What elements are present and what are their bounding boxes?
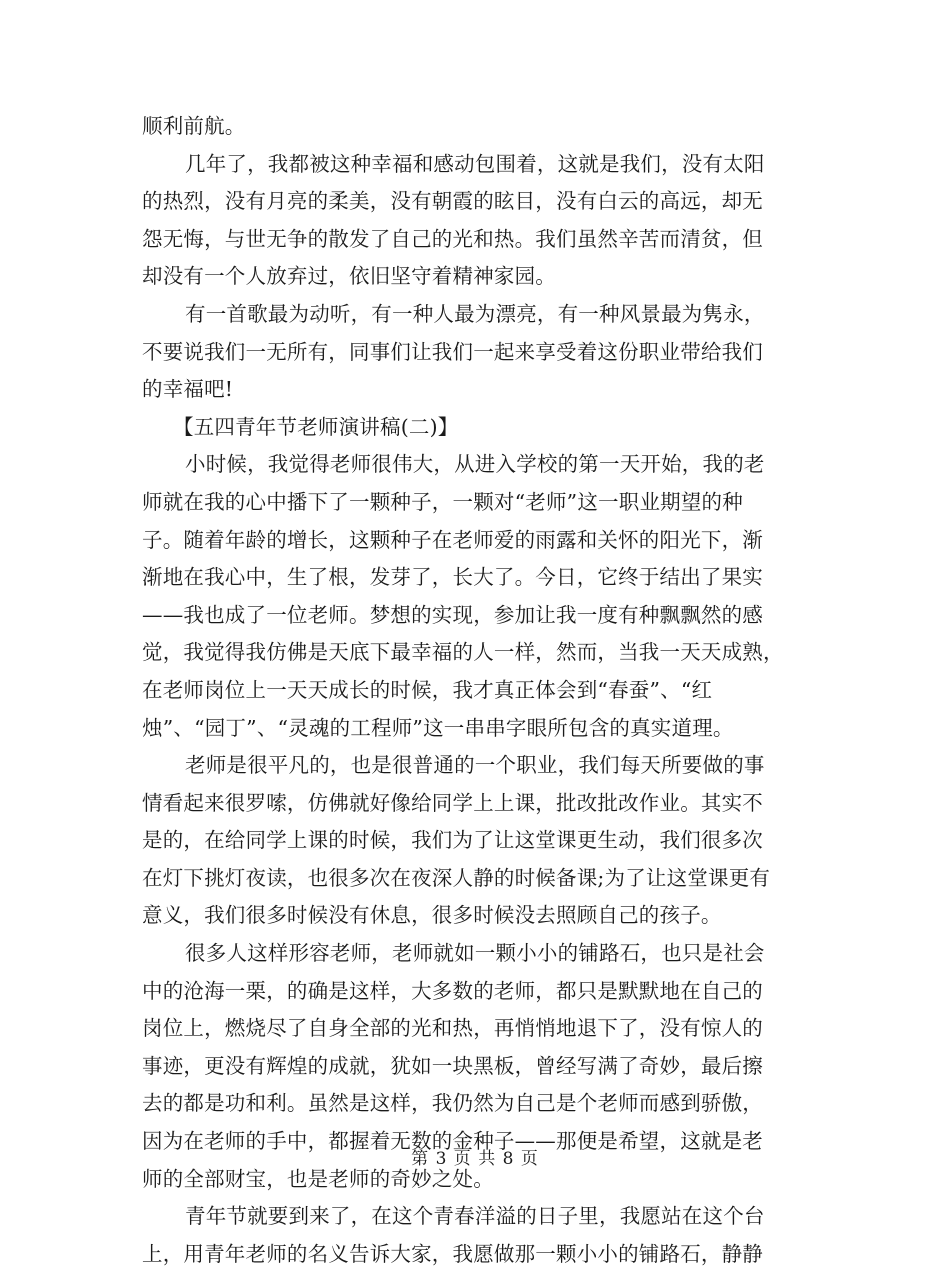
text-line: 小时候，我觉得老师很伟大，从进入学校的第一天开始，我的老 bbox=[185, 452, 765, 477]
text-line: 事迹，更没有辉煌的成就，犹如一块黑板，曾经写满了奇妙，最后擦 bbox=[142, 1053, 763, 1078]
text-line: 觉，我觉得我仿佛是天底下最幸福的人一样，然而，当我一天天成熟， bbox=[142, 640, 784, 665]
text-line: 岗位上，燃烧尽了自身全部的光和热，再悄悄地退下了，没有惊人的 bbox=[142, 1016, 763, 1041]
text-line: 是的，在给同学上课的时候，我们为了让这堂课更生动，我们很多次 bbox=[142, 828, 763, 853]
text-line: 却没有一个人放弃过，依旧坚守着精神家园。 bbox=[142, 264, 556, 289]
text-line: 的幸福吧! bbox=[142, 377, 234, 402]
text-line: 怨无悔，与世无争的散发了自己的光和热。我们虽然辛苦而清贫，但 bbox=[142, 226, 763, 251]
text-line: 师的全部财宝，也是老师的奇妙之处。 bbox=[142, 1166, 494, 1191]
text-line: 的热烈，没有月亮的柔美，没有朝霞的眩目，没有白云的高远，却无 bbox=[142, 189, 763, 214]
text-line: 几年了，我都被这种幸福和感动包围着，这就是我们，没有太阳 bbox=[185, 151, 765, 176]
text-line: 烛”、“园丁”、“灵魂的工程师”这一串串字眼所包含的真实道理。 bbox=[142, 715, 734, 740]
page-number-footer: 第 3 页 共 8 页 bbox=[411, 1149, 539, 1169]
text-line: 很多人这样形容老师，老师就如一颗小小的铺路石，也只是社会 bbox=[185, 941, 765, 966]
text-line: 因为在老师的手中，都握着无数的金种子——那便是希望，这就是老 bbox=[142, 1129, 763, 1154]
text-line: 子。随着年龄的增长，这颗种子在老师爱的雨露和关怀的阳光下，渐 bbox=[142, 527, 763, 552]
text-line: 青年节就要到来了，在这个青春洋溢的日子里，我愿站在这个台 bbox=[185, 1204, 765, 1229]
text-line: 意义，我们很多时候没有休息，很多时候没去照顾自己的孩子。 bbox=[142, 903, 722, 928]
text-line: 不要说我们一无所有，同事们让我们一起来享受着这份职业带给我们 bbox=[142, 339, 763, 364]
text-line: 在老师岗位上一天天成长的时候，我才真正体会到“春蚕”、“红 bbox=[142, 677, 713, 702]
section-heading: 【五四青年节老师演讲稿(二)】 bbox=[173, 414, 459, 439]
text-line: 在灯下挑灯夜读，也很多次在夜深人静的时候备课;为了让这堂课更有 bbox=[142, 865, 771, 890]
text-line: 去的都是功和利。虽然是这样，我仍然为自己是个老师而感到骄傲， bbox=[142, 1091, 763, 1116]
text-line: 老师是很平凡的，也是很普通的一个职业，我们每天所要做的事 bbox=[185, 753, 765, 778]
text-line: 有一首歌最为动听，有一种人最为漂亮，有一种风景最为隽永， bbox=[185, 301, 765, 326]
document-body bbox=[142, 108, 814, 1273]
text-line: 上，用青年老师的名义告诉大家，我愿做那一颗小小的铺路石，静静 bbox=[142, 1241, 763, 1266]
text-line: 中的沧海一栗，的确是这样，大多数的老师，都只是默默地在自己的 bbox=[142, 978, 763, 1003]
text-line: 顺利前航。 bbox=[142, 114, 246, 138]
text-line: 情看起来很罗嗦，仿佛就好像给同学上上课，批改批改作业。其实不 bbox=[142, 790, 763, 815]
text-line: ——我也成了一位老师。梦想的实现，参加让我一度有种飘飘然的感 bbox=[142, 602, 763, 627]
text-line: 渐地在我心中，生了根，发芽了，长大了。今日，它终于结出了果实 bbox=[142, 565, 763, 590]
text-line: 师就在我的心中播下了一颗种子，一颗对“老师”这一职业期望的种 bbox=[142, 489, 743, 514]
